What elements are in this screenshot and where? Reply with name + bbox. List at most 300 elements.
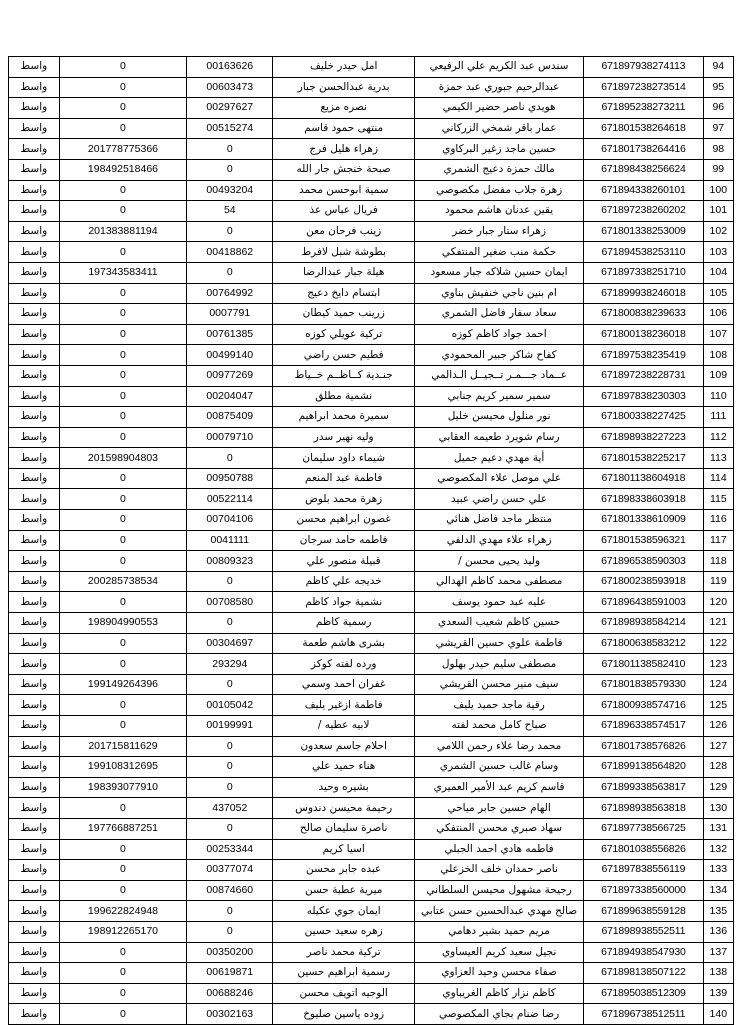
amount-1-cell: 00253344 bbox=[187, 839, 273, 860]
governorate-cell: واسط bbox=[9, 695, 60, 716]
table-row bbox=[9, 1004, 734, 1025]
table-row bbox=[9, 324, 734, 345]
amount-1-cell: 00350200 bbox=[187, 942, 273, 963]
name-secondary-cell: تركية محمد ناصر bbox=[273, 942, 415, 963]
national-id-cell: 671801838579330 bbox=[584, 674, 703, 695]
table-row bbox=[9, 118, 734, 139]
national-id-cell: 671801038556826 bbox=[584, 839, 703, 860]
governorate-cell: واسط bbox=[9, 901, 60, 922]
amount-2-cell: 0 bbox=[59, 942, 187, 963]
name-primary-cell: مصطفى سليم حيدر بهلول bbox=[415, 654, 584, 675]
amount-1-cell: 0041111 bbox=[187, 530, 273, 551]
table-row bbox=[9, 695, 734, 716]
name-primary-cell: زهراء علاء مهدي الدلفي bbox=[415, 530, 584, 551]
name-secondary-cell: جنـدية كــاظــم خــياط bbox=[273, 365, 415, 386]
row-index-cell: 140 bbox=[703, 1004, 733, 1025]
table-row bbox=[9, 633, 734, 654]
governorate-cell: واسط bbox=[9, 283, 60, 304]
name-secondary-cell: لابيه عطيه / bbox=[273, 716, 415, 737]
national-id-cell: 671800838239633 bbox=[584, 304, 703, 325]
amount-1-cell: 00105042 bbox=[187, 695, 273, 716]
name-primary-cell: سيف منير محسن القريشي bbox=[415, 674, 584, 695]
name-primary-cell: رجيحة مشهول محيسن السلطاني bbox=[415, 880, 584, 901]
row-index-cell: 122 bbox=[703, 633, 733, 654]
national-id-cell: 671800638583212 bbox=[584, 633, 703, 654]
row-index-cell: 95 bbox=[703, 77, 733, 98]
name-primary-cell: كاظم نزار كاظم الغريباوي bbox=[415, 983, 584, 1004]
table-row bbox=[9, 159, 734, 180]
governorate-cell: واسط bbox=[9, 818, 60, 839]
amount-2-cell: 0 bbox=[59, 427, 187, 448]
name-primary-cell: يقين عدنان هاشم محمود bbox=[415, 201, 584, 222]
amount-2-cell: 198912265170 bbox=[59, 921, 187, 942]
amount-1-cell: 00377074 bbox=[187, 860, 273, 881]
row-index-cell: 107 bbox=[703, 324, 733, 345]
name-secondary-cell: بدرية عبدالحسن جبار bbox=[273, 77, 415, 98]
name-primary-cell: حكمة منب ضغير المنتفكي bbox=[415, 242, 584, 263]
governorate-cell: واسط bbox=[9, 777, 60, 798]
name-secondary-cell: زرينب حميد كيطان bbox=[273, 304, 415, 325]
amount-2-cell: 0 bbox=[59, 592, 187, 613]
amount-2-cell: 0 bbox=[59, 324, 187, 345]
amount-2-cell: 0 bbox=[59, 468, 187, 489]
name-secondary-cell: ناصرة سليمان صالح bbox=[273, 818, 415, 839]
table-row bbox=[9, 77, 734, 98]
amount-2-cell: 0 bbox=[59, 304, 187, 325]
governorate-cell: واسط bbox=[9, 551, 60, 572]
amount-1-cell: 0007791 bbox=[187, 304, 273, 325]
name-secondary-cell: اسيا كريم bbox=[273, 839, 415, 860]
amount-2-cell: 0 bbox=[59, 716, 187, 737]
amount-1-cell: 00764992 bbox=[187, 283, 273, 304]
governorate-cell: واسط bbox=[9, 963, 60, 984]
name-secondary-cell: غصون ابراهيم محسن bbox=[273, 510, 415, 531]
amount-2-cell: 0 bbox=[59, 839, 187, 860]
row-index-cell: 119 bbox=[703, 571, 733, 592]
amount-1-cell: 00522114 bbox=[187, 489, 273, 510]
amount-1-cell: 00950788 bbox=[187, 468, 273, 489]
name-secondary-cell: ايمان جوي عكيله bbox=[273, 901, 415, 922]
amount-2-cell: 0 bbox=[59, 98, 187, 119]
name-primary-cell: فاطمة علوي حسين القريشي bbox=[415, 633, 584, 654]
governorate-cell: واسط bbox=[9, 654, 60, 675]
amount-2-cell: 197766887251 bbox=[59, 818, 187, 839]
name-primary-cell: علي حسن راضي عبيد bbox=[415, 489, 584, 510]
national-id-cell: 671801538264618 bbox=[584, 118, 703, 139]
row-index-cell: 99 bbox=[703, 159, 733, 180]
name-primary-cell: كفاح شاكر جبير المحمودي bbox=[415, 345, 584, 366]
name-secondary-cell: فاطمة عبد المنعم bbox=[273, 468, 415, 489]
name-primary-cell: قاسم كريم عبد الأمير العميري bbox=[415, 777, 584, 798]
amount-1-cell: 0 bbox=[187, 736, 273, 757]
governorate-cell: واسط bbox=[9, 757, 60, 778]
governorate-cell: واسط bbox=[9, 983, 60, 1004]
national-id-cell: 671801338253009 bbox=[584, 221, 703, 242]
table-row bbox=[9, 860, 734, 881]
amount-1-cell: 00809323 bbox=[187, 551, 273, 572]
amount-1-cell: 0 bbox=[187, 818, 273, 839]
national-id-cell: 671899938246018 bbox=[584, 283, 703, 304]
table-row bbox=[9, 963, 734, 984]
national-id-cell: 671897238273514 bbox=[584, 77, 703, 98]
table-row bbox=[9, 777, 734, 798]
row-index-cell: 108 bbox=[703, 345, 733, 366]
national-id-cell: 671899638559128 bbox=[584, 901, 703, 922]
amount-1-cell: 0 bbox=[187, 159, 273, 180]
amount-1-cell: 00204047 bbox=[187, 386, 273, 407]
row-index-cell: 130 bbox=[703, 798, 733, 819]
table-row bbox=[9, 839, 734, 860]
national-id-cell: 671801738576826 bbox=[584, 736, 703, 757]
governorate-cell: واسط bbox=[9, 221, 60, 242]
row-index-cell: 127 bbox=[703, 736, 733, 757]
name-secondary-cell: زهرة محمد بلوض bbox=[273, 489, 415, 510]
amount-2-cell: 201598904803 bbox=[59, 448, 187, 469]
table-row bbox=[9, 427, 734, 448]
national-id-cell: 671896738512511 bbox=[584, 1004, 703, 1025]
national-id-cell: 671898938227223 bbox=[584, 427, 703, 448]
amount-2-cell: 0 bbox=[59, 365, 187, 386]
table-row bbox=[9, 818, 734, 839]
amount-2-cell: 0 bbox=[59, 1004, 187, 1025]
row-index-cell: 121 bbox=[703, 613, 733, 634]
table-row bbox=[9, 571, 734, 592]
amount-1-cell: 0 bbox=[187, 221, 273, 242]
name-primary-cell: عليه عبد حمود يوسف bbox=[415, 592, 584, 613]
national-id-cell: 671897338251710 bbox=[584, 262, 703, 283]
governorate-cell: واسط bbox=[9, 139, 60, 160]
row-index-cell: 103 bbox=[703, 242, 733, 263]
national-id-cell: 671800138236018 bbox=[584, 324, 703, 345]
row-index-cell: 135 bbox=[703, 901, 733, 922]
name-secondary-cell: بشيره وحيد bbox=[273, 777, 415, 798]
amount-1-cell: 0 bbox=[187, 901, 273, 922]
amount-1-cell: 00761385 bbox=[187, 324, 273, 345]
amount-2-cell: 0 bbox=[59, 407, 187, 428]
national-id-cell: 671897238260202 bbox=[584, 201, 703, 222]
national-id-cell: 671895238273211 bbox=[584, 98, 703, 119]
governorate-cell: واسط bbox=[9, 633, 60, 654]
name-primary-cell: مصطفى محمد كاظم الهدالي bbox=[415, 571, 584, 592]
name-primary-cell: نجيل سعيد كريم العيساوي bbox=[415, 942, 584, 963]
amount-1-cell: 437052 bbox=[187, 798, 273, 819]
row-index-cell: 118 bbox=[703, 551, 733, 572]
roster-table bbox=[8, 56, 734, 1025]
governorate-cell: واسط bbox=[9, 448, 60, 469]
national-id-cell: 671897838230303 bbox=[584, 386, 703, 407]
name-secondary-cell: الوجيه اتويف محسن bbox=[273, 983, 415, 1004]
amount-2-cell: 198393077910 bbox=[59, 777, 187, 798]
table-row bbox=[9, 921, 734, 942]
national-id-cell: 671897238228731 bbox=[584, 365, 703, 386]
name-secondary-cell: بشرى هاشم طعمة bbox=[273, 633, 415, 654]
national-id-cell: 671896538590303 bbox=[584, 551, 703, 572]
amount-2-cell: 199622824948 bbox=[59, 901, 187, 922]
table-row bbox=[9, 345, 734, 366]
name-primary-cell: فاطمه هادي احمد الجبلي bbox=[415, 839, 584, 860]
row-index-cell: 110 bbox=[703, 386, 733, 407]
amount-2-cell: 0 bbox=[59, 489, 187, 510]
row-index-cell: 120 bbox=[703, 592, 733, 613]
table-row bbox=[9, 901, 734, 922]
name-primary-cell: حسين كاظم شعيب السعدي bbox=[415, 613, 584, 634]
table-row bbox=[9, 654, 734, 675]
table-row bbox=[9, 530, 734, 551]
amount-2-cell: 0 bbox=[59, 530, 187, 551]
table-row bbox=[9, 221, 734, 242]
amount-1-cell: 00515274 bbox=[187, 118, 273, 139]
national-id-cell: 671800938574716 bbox=[584, 695, 703, 716]
governorate-cell: واسط bbox=[9, 942, 60, 963]
amount-2-cell: 199108312695 bbox=[59, 757, 187, 778]
name-secondary-cell: نشمية مطلق bbox=[273, 386, 415, 407]
row-index-cell: 113 bbox=[703, 448, 733, 469]
amount-1-cell: 54 bbox=[187, 201, 273, 222]
row-index-cell: 134 bbox=[703, 880, 733, 901]
table-row bbox=[9, 736, 734, 757]
name-secondary-cell: شيماء داود سليمان bbox=[273, 448, 415, 469]
name-secondary-cell: زينب فرحان معن bbox=[273, 221, 415, 242]
table-row bbox=[9, 262, 734, 283]
row-index-cell: 124 bbox=[703, 674, 733, 695]
amount-2-cell: 0 bbox=[59, 880, 187, 901]
amount-1-cell: 0 bbox=[187, 139, 273, 160]
table-row bbox=[9, 201, 734, 222]
name-primary-cell: زهرة جلاب مفضل مكصوصي bbox=[415, 180, 584, 201]
table-row bbox=[9, 304, 734, 325]
amount-2-cell: 0 bbox=[59, 551, 187, 572]
table-row bbox=[9, 139, 734, 160]
governorate-cell: واسط bbox=[9, 1004, 60, 1025]
name-primary-cell: ام بنين ناجي خنفيش بناوي bbox=[415, 283, 584, 304]
national-id-cell: 671895038512309 bbox=[584, 983, 703, 1004]
name-secondary-cell: تركية عويلي كوزه bbox=[273, 324, 415, 345]
amount-2-cell: 198904990553 bbox=[59, 613, 187, 634]
amount-2-cell: 199149264396 bbox=[59, 674, 187, 695]
amount-1-cell: 00704106 bbox=[187, 510, 273, 531]
governorate-cell: واسط bbox=[9, 365, 60, 386]
amount-2-cell: 0 bbox=[59, 242, 187, 263]
table-row bbox=[9, 180, 734, 201]
amount-1-cell: 00304697 bbox=[187, 633, 273, 654]
national-id-cell: 671894938547930 bbox=[584, 942, 703, 963]
name-primary-cell: عــماد جـــمـر تــجيــل الـدالمي bbox=[415, 365, 584, 386]
governorate-cell: واسط bbox=[9, 736, 60, 757]
name-primary-cell: عبدالرحيم جبوري عبد حمزة bbox=[415, 77, 584, 98]
national-id-cell: 671801338610909 bbox=[584, 510, 703, 531]
national-id-cell: 671897538235419 bbox=[584, 345, 703, 366]
amount-2-cell: 197343583411 bbox=[59, 262, 187, 283]
name-secondary-cell: ورده لفته كوكز bbox=[273, 654, 415, 675]
name-primary-cell: صالح مهدي عبدالحسين حسن عتابي bbox=[415, 901, 584, 922]
amount-1-cell: 0 bbox=[187, 571, 273, 592]
table-row bbox=[9, 716, 734, 737]
amount-2-cell: 201383881194 bbox=[59, 221, 187, 242]
name-secondary-cell: امل حيدر خليف bbox=[273, 57, 415, 78]
national-id-cell: 671897838556119 bbox=[584, 860, 703, 881]
amount-1-cell: 00302163 bbox=[187, 1004, 273, 1025]
amount-1-cell: 00875409 bbox=[187, 407, 273, 428]
amount-2-cell: 0 bbox=[59, 633, 187, 654]
name-secondary-cell: وليه نهير سدر bbox=[273, 427, 415, 448]
row-index-cell: 131 bbox=[703, 818, 733, 839]
governorate-cell: واسط bbox=[9, 571, 60, 592]
governorate-cell: واسط bbox=[9, 98, 60, 119]
name-primary-cell: الهام حسين جابر مياحي bbox=[415, 798, 584, 819]
table-row bbox=[9, 757, 734, 778]
national-id-cell: 671898438256624 bbox=[584, 159, 703, 180]
name-secondary-cell: زهراء هليل فرج bbox=[273, 139, 415, 160]
name-primary-cell: سندس عبد الكريم علي الرفيعي bbox=[415, 57, 584, 78]
row-index-cell: 139 bbox=[703, 983, 733, 1004]
name-secondary-cell: فطيم حسن راضي bbox=[273, 345, 415, 366]
row-index-cell: 101 bbox=[703, 201, 733, 222]
governorate-cell: واسط bbox=[9, 880, 60, 901]
governorate-cell: واسط bbox=[9, 386, 60, 407]
name-secondary-cell: هناء حميد علي bbox=[273, 757, 415, 778]
row-index-cell: 94 bbox=[703, 57, 733, 78]
table-row bbox=[9, 57, 734, 78]
amount-2-cell: 0 bbox=[59, 283, 187, 304]
name-primary-cell: وسام غالب حسين الشمري bbox=[415, 757, 584, 778]
amount-2-cell: 0 bbox=[59, 695, 187, 716]
name-secondary-cell: سمية ابوحسن محمد bbox=[273, 180, 415, 201]
national-id-cell: 671894538253110 bbox=[584, 242, 703, 263]
governorate-cell: واسط bbox=[9, 839, 60, 860]
amount-1-cell: 00163626 bbox=[187, 57, 273, 78]
name-primary-cell: مريم حميد بشير دهامي bbox=[415, 921, 584, 942]
amount-1-cell: 0 bbox=[187, 613, 273, 634]
national-id-cell: 671897738566725 bbox=[584, 818, 703, 839]
table-row bbox=[9, 386, 734, 407]
table-row bbox=[9, 592, 734, 613]
amount-1-cell: 0 bbox=[187, 757, 273, 778]
governorate-cell: واسط bbox=[9, 118, 60, 139]
governorate-cell: واسط bbox=[9, 262, 60, 283]
row-index-cell: 104 bbox=[703, 262, 733, 283]
row-index-cell: 126 bbox=[703, 716, 733, 737]
governorate-cell: واسط bbox=[9, 242, 60, 263]
row-index-cell: 96 bbox=[703, 98, 733, 119]
name-secondary-cell: احلام جاسم سعدون bbox=[273, 736, 415, 757]
name-primary-cell: أية مهدي دعيم جميل bbox=[415, 448, 584, 469]
name-primary-cell: نور منلول محيسن خليل bbox=[415, 407, 584, 428]
governorate-cell: واسط bbox=[9, 798, 60, 819]
name-secondary-cell: زهره سعيد حسين bbox=[273, 921, 415, 942]
name-secondary-cell: هيلة جبار عبدالرضا bbox=[273, 262, 415, 283]
amount-1-cell: 00688246 bbox=[187, 983, 273, 1004]
row-index-cell: 105 bbox=[703, 283, 733, 304]
governorate-cell: واسط bbox=[9, 716, 60, 737]
governorate-cell: واسط bbox=[9, 489, 60, 510]
name-primary-cell: هويدي ناصر حضير الكيمي bbox=[415, 98, 584, 119]
amount-2-cell: 0 bbox=[59, 983, 187, 1004]
governorate-cell: واسط bbox=[9, 860, 60, 881]
governorate-cell: واسط bbox=[9, 201, 60, 222]
table-row bbox=[9, 880, 734, 901]
amount-2-cell: 0 bbox=[59, 345, 187, 366]
row-index-cell: 133 bbox=[703, 860, 733, 881]
national-id-cell: 671801538225217 bbox=[584, 448, 703, 469]
name-secondary-cell: نشمية جواد كاظم bbox=[273, 592, 415, 613]
name-primary-cell: مالك حمزة دعيج الشمري bbox=[415, 159, 584, 180]
amount-2-cell: 200285738534 bbox=[59, 571, 187, 592]
amount-1-cell: 0 bbox=[187, 448, 273, 469]
amount-2-cell: 201715811629 bbox=[59, 736, 187, 757]
row-index-cell: 128 bbox=[703, 757, 733, 778]
amount-1-cell: 00418862 bbox=[187, 242, 273, 263]
amount-1-cell: 00297627 bbox=[187, 98, 273, 119]
row-index-cell: 111 bbox=[703, 407, 733, 428]
table-row bbox=[9, 365, 734, 386]
amount-1-cell: 00603473 bbox=[187, 77, 273, 98]
name-primary-cell: حسين ماجد زغير البركاوي bbox=[415, 139, 584, 160]
name-primary-cell: سعاد سفار فاضل الشمري bbox=[415, 304, 584, 325]
table-row bbox=[9, 489, 734, 510]
table-row bbox=[9, 613, 734, 634]
name-secondary-cell: منتهى حمود قاسم bbox=[273, 118, 415, 139]
name-secondary-cell: سميرة محمد ابراهيم bbox=[273, 407, 415, 428]
name-secondary-cell: صبحة خنجش جار الله bbox=[273, 159, 415, 180]
table-row bbox=[9, 242, 734, 263]
amount-1-cell: 00499140 bbox=[187, 345, 273, 366]
row-index-cell: 114 bbox=[703, 468, 733, 489]
amount-2-cell: 0 bbox=[59, 77, 187, 98]
name-secondary-cell: رحيمة محيسن دندوس bbox=[273, 798, 415, 819]
amount-2-cell: 0 bbox=[59, 510, 187, 531]
amount-1-cell: 0 bbox=[187, 674, 273, 695]
name-primary-cell: وليد يحيى محسن / bbox=[415, 551, 584, 572]
table-row bbox=[9, 448, 734, 469]
national-id-cell: 671897938274113 bbox=[584, 57, 703, 78]
table-row bbox=[9, 798, 734, 819]
national-id-cell: 671897338560000 bbox=[584, 880, 703, 901]
governorate-cell: واسط bbox=[9, 180, 60, 201]
amount-1-cell: 0 bbox=[187, 777, 273, 798]
name-secondary-cell: بطوشة شبل لافرط bbox=[273, 242, 415, 263]
amount-2-cell: 0 bbox=[59, 118, 187, 139]
amount-1-cell: 00977269 bbox=[187, 365, 273, 386]
amount-2-cell: 0 bbox=[59, 180, 187, 201]
national-id-cell: 671801138582410 bbox=[584, 654, 703, 675]
name-secondary-cell: ابتسام دايخ دعيج bbox=[273, 283, 415, 304]
name-secondary-cell: قبيلة منصور علي bbox=[273, 551, 415, 572]
governorate-cell: واسط bbox=[9, 159, 60, 180]
amount-2-cell: 0 bbox=[59, 201, 187, 222]
name-primary-cell: زهراء ستار جبار خضر bbox=[415, 221, 584, 242]
governorate-cell: واسط bbox=[9, 427, 60, 448]
amount-1-cell: 00493204 bbox=[187, 180, 273, 201]
name-primary-cell: صباح كامل محمد لفته bbox=[415, 716, 584, 737]
governorate-cell: واسط bbox=[9, 324, 60, 345]
name-secondary-cell: فريال عباس عذ bbox=[273, 201, 415, 222]
amount-2-cell: 0 bbox=[59, 386, 187, 407]
governorate-cell: واسط bbox=[9, 345, 60, 366]
row-index-cell: 97 bbox=[703, 118, 733, 139]
name-secondary-cell: فاطمة ازغير يليف bbox=[273, 695, 415, 716]
amount-1-cell: 293294 bbox=[187, 654, 273, 675]
national-id-cell: 671898938552511 bbox=[584, 921, 703, 942]
name-secondary-cell: ميرية عطية حسن bbox=[273, 880, 415, 901]
national-id-cell: 671899338563817 bbox=[584, 777, 703, 798]
national-id-cell: 671896438591003 bbox=[584, 592, 703, 613]
row-index-cell: 136 bbox=[703, 921, 733, 942]
row-index-cell: 102 bbox=[703, 221, 733, 242]
amount-1-cell: 0 bbox=[187, 262, 273, 283]
name-secondary-cell: فاطمه حامد سرجان bbox=[273, 530, 415, 551]
name-secondary-cell: عبده جابر محسن bbox=[273, 860, 415, 881]
amount-2-cell: 0 bbox=[59, 57, 187, 78]
